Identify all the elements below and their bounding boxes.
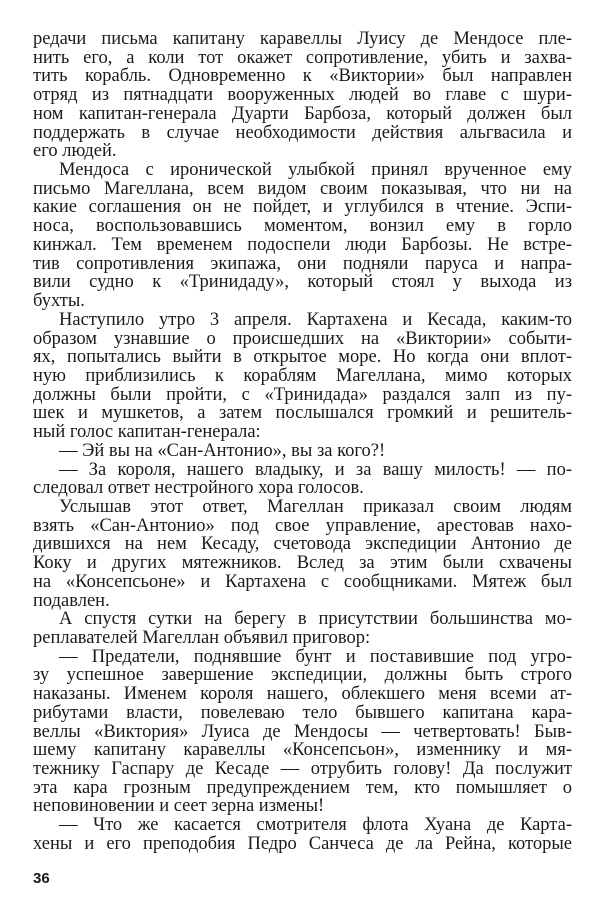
paragraph (33, 816, 572, 853)
text-line: зу успешное завершение экспедиции, должны быть строго (33, 666, 572, 686)
text-line: неповиновении и сеет зерна измены! (33, 797, 325, 817)
text-line: рибутами власти, повелеваю тело бывшего капитана кара- (33, 703, 572, 723)
text-line: реплавателей Магеллан объявил приговор: (33, 629, 371, 648)
page-number: 36 (33, 870, 50, 887)
text-line: Мендоса с иронической улыбкой принял врученное ему (59, 161, 572, 180)
text-line: письмо Магеллана, всем видом своим показывая, что ни на (33, 179, 572, 199)
text-line: — За короля, нашего владыку, и за вашу милость! — по- (59, 460, 572, 480)
text-line: подавлен. (33, 591, 110, 611)
text-line: редачи письма капитану каравеллы Луису де Мендосе пле- (33, 30, 572, 49)
paragraph (33, 311, 572, 442)
text-line: дившихся на нем Кесаду, счетовода экспедиции Антонио де (33, 535, 572, 555)
text-line: А спустя сутки на берегу в присутствии большинства мо- (59, 610, 572, 629)
text-line: на «Консепсьоне» и Картахена с сообщниками. Мятеж был (33, 572, 572, 592)
text-line: поддержать в случае необходимости действия альгвасила и (33, 123, 572, 143)
paragraph (33, 161, 572, 311)
text-line: должны были пройти, с «Тринидада» раздался залп из пу- (33, 385, 572, 405)
paragraph (33, 498, 572, 610)
paragraph (33, 442, 572, 461)
text-line: веллы «Виктория» Луиса де Мендосы — четвертовать! Быв- (33, 722, 572, 742)
text-line: следовал ответ нестройного хора голосов. (33, 479, 364, 498)
text-line: носа, воспользовавшись моментом, вонзил ему в горло (33, 217, 572, 236)
text-line: ный голос капитан-генерала: (33, 423, 261, 442)
text-line: эта кара грозным предупреждением тем, кто помышляет о (33, 778, 572, 798)
text-line: его людей. (33, 142, 117, 162)
text-line: — Что же касается смотрителя флота Хуана де Карта- (59, 816, 572, 835)
paragraph (33, 30, 572, 161)
text-line: Услышав этот ответ, Магеллан приказал своим людям (59, 497, 572, 517)
text-line: Коку и других мятежников. Вслед за этим были схвачены (33, 554, 572, 573)
page-text (33, 30, 572, 854)
text-line: тежнику Гаспару де Кесаде — отрубить голову! Да послужит (33, 760, 572, 779)
text-line: бухты. (33, 292, 85, 311)
text-line: наказаны. Именем короля нашего, облекшего меня всеми ат- (33, 685, 572, 704)
text-line: отряд из пятнадцати вооруженных людей во главе с шури- (33, 86, 572, 105)
paragraph (33, 461, 572, 498)
paragraph (33, 610, 572, 647)
text-line: тить корабль. Одновременно к «Виктории» был направлен (33, 67, 572, 87)
text-line: взять «Сан-Антонио» под свое управление, арестовав нахо- (33, 516, 572, 536)
text-line: кинжал. Тем временем подоспели люди Барбозы. Не встре- (33, 235, 572, 255)
text-line: ях, попытались выйти в открытое море. Но когда они вплот- (33, 348, 572, 367)
text-line: ную приблизились к кораблям Магеллана, мимо которых (33, 366, 572, 386)
text-line: хены и его преподобия Педро Санчеса де ла Рейна, которые (33, 834, 572, 854)
text-line: тив сопротивления экипажа, они подняли паруса и напра- (33, 254, 572, 274)
text-line: шему капитану каравеллы «Консепсьон», изменнику и мя- (33, 741, 572, 761)
text-line: образом узнавшие о происшедших на «Виктории» событи- (33, 329, 572, 349)
paragraph (33, 648, 572, 816)
text-line: ном капитан-генерала Дуарти Барбоза, который должен был (33, 104, 572, 124)
text-line: Наступило утро 3 апреля. Картахена и Кесада, каким-то (59, 310, 572, 330)
text-line: вили судно к «Тринидаду», который стоял у выхода из (33, 273, 572, 293)
text-line: шек и мушкетов, а затем послышался громкий и решитель- (33, 404, 572, 424)
text-line: нить его, а коли тот окажет сопротивление, убить и захва- (33, 48, 572, 68)
text-line: — Эй вы на «Сан-Антонио», вы за кого?! (59, 441, 386, 461)
text-line: какие соглашения он не пойдет, и углубился в чтение. Эспи- (33, 198, 572, 218)
text-line: — Предатели, поднявшие бунт и поставившие под угро- (59, 647, 572, 667)
